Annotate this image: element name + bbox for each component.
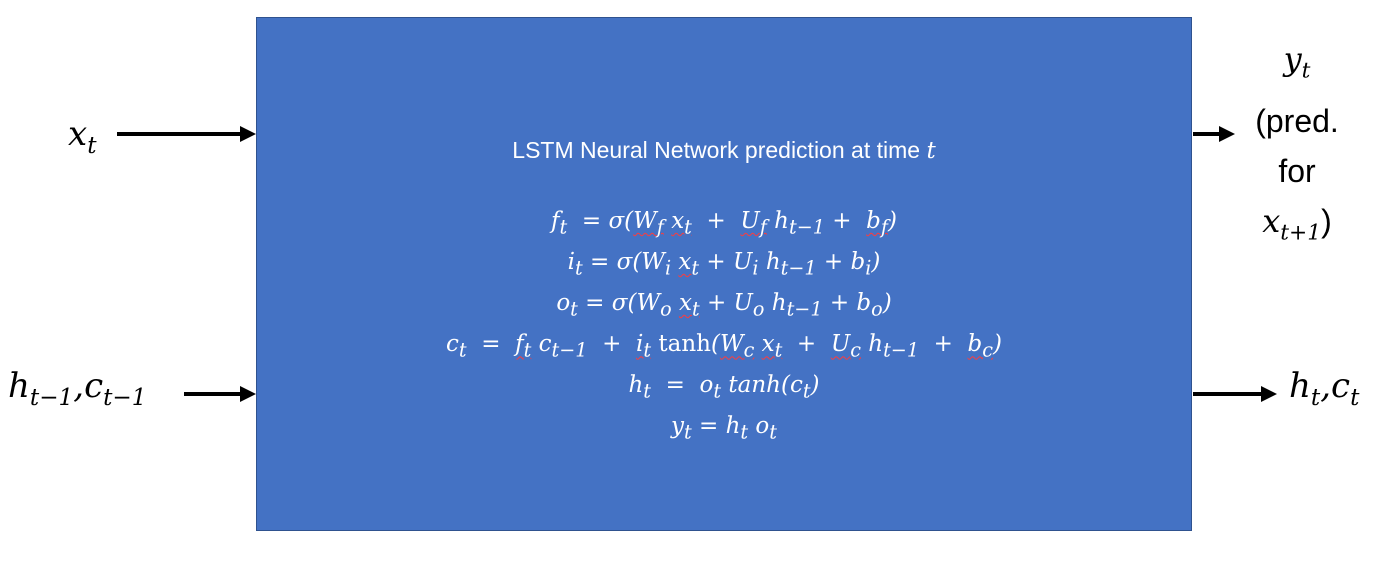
arrow-input-x-head xyxy=(240,126,256,142)
arrow-input-hc-head xyxy=(240,386,256,402)
equation-cell-state: $c_t = f_t$ $c_{t-1} + i_t$ $\tanh(W_c$ $x_t + U_c$ $h_{t-1} + b_c$) xyxy=(446,331,1002,362)
output-y-pred-text: (pred. xyxy=(1255,103,1339,140)
output-hc-label: $h_t,c_t$ xyxy=(1289,366,1360,411)
output-y-symbol: $y_t$ xyxy=(1283,40,1311,84)
equation-output: $y_t = h_t$ $o_t$ xyxy=(671,413,777,445)
input-hc-label: $h_{t-1},c_{t-1}$ xyxy=(8,366,147,411)
output-y-for-text: for xyxy=(1278,153,1316,190)
equation-hidden-state: $h_t = o_t$ $\tanh(c_t)$ xyxy=(628,372,820,403)
lstm-title: LSTM Neural Network prediction at time t xyxy=(512,137,936,164)
equation-input-gate: $i_t = \sigma(W_i$ $x_t + U_i$ $h_{t-1} + b_i$) xyxy=(567,249,881,280)
output-y-target: $x_{t+1}$) xyxy=(1262,202,1332,246)
arrow-output-y-head xyxy=(1219,126,1235,142)
equation-forget-gate: $f_t = \sigma(W_f$ $x_t + U_f$ $h_{t-1} + b_f$) xyxy=(551,208,897,239)
arrow-output-hc-head xyxy=(1261,386,1277,402)
input-x-label: $x_t$ xyxy=(68,114,97,159)
equation-output-gate: $o_t = \sigma(W_o$ $x_t + U_o$ $h_{t-1} + b_o$) xyxy=(556,290,892,321)
